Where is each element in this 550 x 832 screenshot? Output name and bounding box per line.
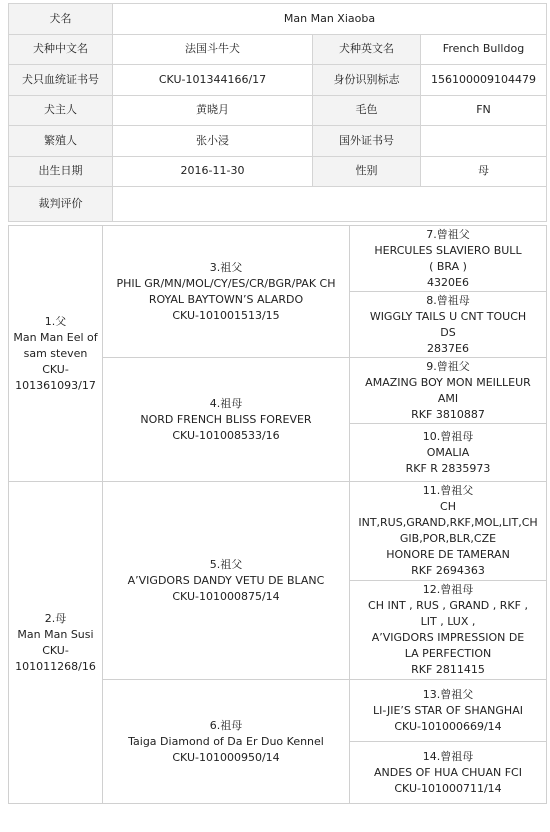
gg13-line: CKU-101000669/14 — [394, 719, 502, 733]
gg8-line: 2837E6 — [427, 341, 469, 355]
gg12-line: LIT , LUX , — [420, 615, 476, 628]
breed-cn-label: 犬种中文名 — [9, 34, 113, 65]
pedigree-table — [8, 225, 547, 804]
g5-title: 5.祖父 — [209, 557, 243, 571]
gg7-line: HERCULES SLAVIERO BULL — [374, 243, 522, 257]
g6-line: CKU-101000950/14 — [172, 750, 280, 764]
dam-title: 2.母 — [44, 611, 67, 625]
dam-name: Man Man Susi — [17, 627, 94, 641]
gg9-line: AMAZING BOY MON MEILLEUR — [365, 375, 531, 389]
name-label: 犬名 — [9, 4, 113, 35]
gg10-line: RKF R 2835973 — [405, 461, 491, 475]
cert-label: 犬只血统证书号 — [9, 65, 113, 96]
g4-line: CKU-101008533/16 — [172, 428, 280, 442]
pedigree-gg7 — [350, 226, 547, 292]
color-label: 毛色 — [313, 95, 421, 126]
g6-line: Taiga Diamond of Da Er Duo Kennel — [128, 734, 324, 748]
id-label: 身份识别标志 — [313, 65, 421, 96]
sire-reg: CKU- — [42, 362, 69, 376]
pedigree-gg13 — [350, 680, 547, 742]
info-row-owner — [9, 95, 547, 126]
gg13-line: LI-JIE’S STAR OF SHANGHAI — [373, 703, 523, 717]
dog-info-table — [8, 3, 547, 222]
pedigree-gg12 — [350, 581, 547, 680]
gg9-title: 9.曾祖父 — [426, 359, 470, 373]
info-row-judge — [9, 187, 547, 222]
gg12-line: CH INT , RUS , GRAND , RKF , — [368, 599, 528, 612]
breed-en-value: French Bulldog — [421, 34, 547, 65]
owner-label: 犬主人 — [9, 95, 113, 126]
gg7-title: 7.曾祖父 — [426, 227, 470, 241]
pedigree-gg9 — [350, 358, 547, 424]
pedigree-gg8 — [350, 292, 547, 358]
gg14-title: 14.曾祖母 — [422, 749, 474, 763]
g3-title: 3.祖父 — [209, 260, 243, 274]
gg12-title: 12.曾祖母 — [422, 583, 474, 596]
sire-name-2: sam steven — [23, 346, 88, 360]
name-value: Man Man Xiaoba — [113, 4, 547, 35]
gg9-line: AMI — [437, 391, 459, 405]
pedigree-gg10 — [350, 424, 547, 482]
pedigree-g5 — [103, 482, 350, 680]
certificate — [8, 3, 546, 804]
pedigree-g4 — [103, 358, 350, 482]
g4-line: NORD FRENCH BLISS FOREVER — [140, 412, 312, 426]
gg11-line: HONORE DE TAMERAN — [386, 548, 510, 561]
sex-value: 母 — [421, 156, 547, 187]
gg7-line: ( BRA ) — [429, 259, 467, 273]
breed-cn-value: 法国斗牛犬 — [113, 34, 313, 65]
gg9-line: RKF 3810887 — [411, 407, 485, 421]
gg8-line: WIGGLY TAILS U CNT TOUCH — [369, 309, 527, 323]
info-row-breeder — [9, 126, 547, 157]
pedigree-sire — [9, 226, 103, 482]
g3-line: ROYAL BAYTOWN’S ALARDO — [148, 292, 304, 306]
dam-reg: CKU- — [42, 643, 69, 657]
owner-value: 黄晓月 — [113, 95, 313, 126]
g4-title: 4.祖母 — [209, 396, 243, 410]
gg11-title: 11.曾祖父 — [422, 484, 474, 497]
info-row-dob — [9, 156, 547, 187]
breeder-value: 张小浸 — [113, 126, 313, 157]
gg12-line: A’VIGDORS IMPRESSION DE — [371, 631, 525, 644]
sex-label: 性别 — [313, 156, 421, 187]
breeder-label: 繁殖人 — [9, 126, 113, 157]
pedigree-g6 — [103, 680, 350, 804]
sire-reg-2: 101361093/17 — [15, 378, 96, 392]
info-row-breed — [9, 34, 547, 65]
gg11-line: GIB,POR,BLR,CZE — [399, 532, 497, 545]
breed-en-label: 犬种英文名 — [313, 34, 421, 65]
dob-label: 出生日期 — [9, 156, 113, 187]
gg8-title: 8.曾祖母 — [426, 293, 470, 307]
gg14-line: ANDES OF HUA CHUAN FCI — [374, 765, 522, 779]
color-value: FN — [421, 95, 547, 126]
sire-title: 1.父 — [44, 314, 67, 328]
gg7-line: 4320E6 — [427, 275, 469, 289]
gg10-title: 10.曾祖母 — [422, 429, 474, 443]
pedigree-gg14 — [350, 742, 547, 804]
pedigree-gg11 — [350, 482, 547, 581]
gg11-line: CH — [440, 500, 456, 513]
cert-value: CKU-101344166/17 — [113, 65, 313, 96]
foreign-label: 国外证书号 — [313, 126, 421, 157]
id-value: 156100009104479 — [421, 65, 547, 96]
pedigree-g3 — [103, 226, 350, 358]
g3-line: PHIL GR/MN/MOL/CY/ES/CR/BGR/PAK CH — [116, 276, 336, 290]
sire-name: Man Man Eel of — [13, 330, 98, 344]
info-row-cert — [9, 65, 547, 96]
gg13-title: 13.曾祖父 — [422, 687, 474, 701]
dam-reg-2: 101011268/16 — [15, 659, 96, 673]
g5-line: A’VIGDORS DANDY VETU DE BLANC — [127, 573, 325, 587]
judge-value — [113, 187, 547, 222]
gg14-line: CKU-101000711/14 — [394, 781, 502, 795]
gg12-line: LA PERFECTION — [404, 647, 492, 660]
judge-label: 裁判评价 — [9, 187, 113, 222]
foreign-value — [421, 126, 547, 157]
pedigree-dam — [9, 482, 103, 804]
gg11-line: RKF 2694363 — [411, 564, 485, 577]
gg11-line: INT,RUS,GRAND,RKF,MOL,LIT,CH — [358, 516, 538, 529]
gg12-line: RKF 2811415 — [411, 663, 485, 676]
g5-line: CKU-101000875/14 — [172, 589, 280, 603]
info-row-name — [9, 4, 547, 35]
gg10-line: OMALIA — [426, 445, 470, 459]
dob-value: 2016-11-30 — [113, 156, 313, 187]
g3-line: CKU-101001513/15 — [172, 308, 280, 322]
gg8-line: DS — [440, 325, 456, 339]
g6-title: 6.祖母 — [209, 718, 243, 732]
